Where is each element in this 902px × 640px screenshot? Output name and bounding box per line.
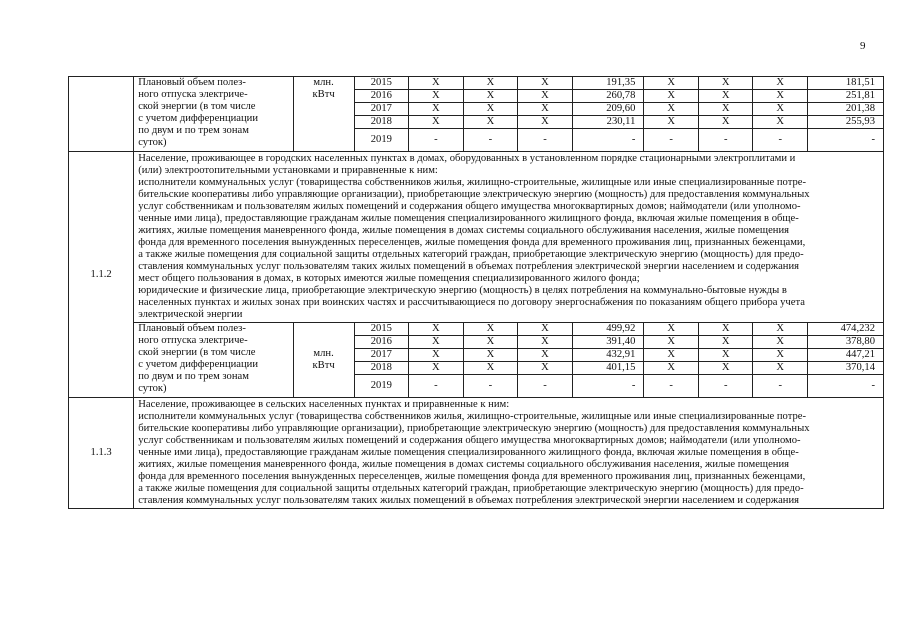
- page-number: 9: [860, 40, 866, 52]
- value-cell: X: [644, 116, 699, 129]
- indicator-label: [134, 77, 293, 152]
- description-line: ставления коммунальных услуг пользователям таких жилых помещений в объемах потребления электрической энергии населением и содержания: [138, 495, 800, 506]
- indicator-label-line: суток): [138, 137, 167, 148]
- value-cell: 447,21: [808, 349, 884, 362]
- unit-label: [293, 323, 354, 398]
- description-line: Население, проживающее в городских населенных пунктах в домах, оборудованных в установленном порядке стационарными электроплитами и: [138, 153, 796, 164]
- row-code: [69, 77, 134, 152]
- value-cell: X: [644, 77, 699, 90]
- value-cell: -: [572, 375, 644, 398]
- description-row: [69, 398, 884, 509]
- value-cell: X: [753, 90, 808, 103]
- unit-label-line: кВтч: [312, 89, 335, 100]
- value-cell: X: [644, 362, 699, 375]
- description-line: Население, проживающее в сельских населенных пунктах и приравненные к ним:: [138, 399, 510, 410]
- value-cell: X: [463, 77, 518, 90]
- value-cell: X: [644, 90, 699, 103]
- value-cell: -: [409, 129, 464, 152]
- value-cell: X: [409, 90, 464, 103]
- unit-label-line: млн.: [313, 348, 334, 359]
- indicator-label-line: с учетом дифференциации: [138, 359, 258, 370]
- indicator-label-line: по двум и по трем зонам: [138, 125, 249, 136]
- year-cell: 2018: [354, 362, 409, 375]
- value-cell: 499,92: [572, 323, 644, 336]
- value-cell: X: [518, 90, 573, 103]
- description-line: ченные ими лица), предоставляющие гражданам жилые помещения специализированного жилищного фонда, включая жилые помещения в обще-: [138, 447, 799, 458]
- value-cell: X: [409, 77, 464, 90]
- value-cell: X: [463, 90, 518, 103]
- description-line: услуг собственникам и пользователям жилых помещений и содержания общего имущества многоквартирных домов; наймодатели (или уполномо-: [138, 201, 801, 212]
- value-cell: 260,78: [572, 90, 644, 103]
- value-cell: X: [698, 336, 753, 349]
- description-line: а также жилые помещения для социальной защиты отдельных категорий граждан, приобретающие электрическую энергию (мощность) для предо-: [138, 249, 804, 260]
- value-cell: 474,232: [808, 323, 884, 336]
- value-cell: X: [518, 349, 573, 362]
- value-cell: 432,91: [572, 349, 644, 362]
- value-cell: X: [698, 103, 753, 116]
- table-row: [69, 323, 884, 336]
- unit-label-line: кВтч: [312, 360, 335, 371]
- category-description: [134, 152, 884, 323]
- value-cell: X: [753, 116, 808, 129]
- description-line: исполнители коммунальных услуг (товарищества собственников жилья, жилищно-строительные, жилищные или иные специализированные потре-: [138, 411, 806, 422]
- indicator-label-line: Плановый объем полез-: [138, 77, 246, 88]
- value-cell: X: [753, 349, 808, 362]
- description-line: ченные ими лица), предоставляющие гражданам жилые помещения специализированного жилищного фонда, включая жилые помещения в обще-: [138, 213, 799, 224]
- value-cell: X: [463, 116, 518, 129]
- value-cell: X: [753, 103, 808, 116]
- description-line: фонда для временного поселения вынужденных переселенцев, жилые помещения фонда для временного проживания лиц, признанных беженцами,: [138, 237, 806, 248]
- value-cell: 230,11: [572, 116, 644, 129]
- unit-label-line: млн.: [313, 77, 334, 88]
- value-cell: X: [463, 349, 518, 362]
- indicator-label-line: ской энергии (в том числе: [138, 101, 256, 112]
- value-cell: X: [409, 349, 464, 362]
- unit-label: [293, 77, 354, 152]
- value-cell: -: [463, 129, 518, 152]
- value-cell: -: [518, 129, 573, 152]
- indicator-label: [134, 323, 293, 398]
- value-cell: -: [463, 375, 518, 398]
- value-cell: -: [808, 129, 884, 152]
- description-line: услуг собственникам и пользователям жилых помещений и содержания общего имущества многоквартирных домов; наймодатели (или уполномо-: [138, 435, 801, 446]
- value-cell: 401,15: [572, 362, 644, 375]
- value-cell: 251,81: [808, 90, 884, 103]
- value-cell: -: [698, 129, 753, 152]
- indicator-label-line: с учетом дифференциации: [138, 113, 258, 124]
- value-cell: X: [409, 336, 464, 349]
- value-cell: X: [644, 349, 699, 362]
- indicator-label-line: ного отпуска электриче-: [138, 335, 248, 346]
- year-cell: 2019: [354, 129, 409, 152]
- value-cell: 201,38: [808, 103, 884, 116]
- value-cell: -: [518, 375, 573, 398]
- table-row: [69, 77, 884, 90]
- value-cell: -: [644, 375, 699, 398]
- description-line: электрической энергии: [138, 309, 243, 320]
- value-cell: X: [409, 116, 464, 129]
- tariff-volume-table: [68, 76, 884, 509]
- row-code: 1.1.3: [69, 398, 134, 509]
- year-cell: 2016: [354, 336, 409, 349]
- value-cell: -: [753, 375, 808, 398]
- value-cell: 378,80: [808, 336, 884, 349]
- value-cell: X: [698, 323, 753, 336]
- value-cell: X: [753, 77, 808, 90]
- value-cell: X: [698, 349, 753, 362]
- value-cell: -: [808, 375, 884, 398]
- value-cell: X: [698, 362, 753, 375]
- value-cell: X: [518, 116, 573, 129]
- value-cell: -: [698, 375, 753, 398]
- description-line: фонда для временного поселения вынужденных переселенцев, жилые помещения фонда для временного проживания лиц, признанных беженцами,: [138, 471, 806, 482]
- year-cell: 2015: [354, 323, 409, 336]
- value-cell: 370,14: [808, 362, 884, 375]
- value-cell: X: [698, 90, 753, 103]
- value-cell: -: [409, 375, 464, 398]
- value-cell: 181,51: [808, 77, 884, 90]
- description-line: бительские кооперативы либо управляющие организации), приобретающие электрическую энергию (мощность) для предоставления коммунальных: [138, 189, 810, 200]
- indicator-label-line: ного отпуска электриче-: [138, 89, 248, 100]
- description-line: житиях, жилые помещения маневренного фонда, жилые помещения в домах системы социального обслуживания населения, жилые помещения: [138, 225, 790, 236]
- indicator-label-line: суток): [138, 383, 167, 394]
- value-cell: X: [644, 323, 699, 336]
- description-line: (или) электроотопительными установками и приравненные к ним:: [138, 165, 438, 176]
- value-cell: X: [753, 336, 808, 349]
- description-line: исполнители коммунальных услуг (товарищества собственников жилья, жилищно-строительные, жилищные или иные специализированные потре-: [138, 177, 806, 188]
- value-cell: 255,93: [808, 116, 884, 129]
- value-cell: X: [409, 362, 464, 375]
- year-cell: 2017: [354, 103, 409, 116]
- value-cell: X: [463, 103, 518, 116]
- value-cell: 391,40: [572, 336, 644, 349]
- value-cell: X: [463, 323, 518, 336]
- row-code: 1.1.2: [69, 152, 134, 398]
- value-cell: X: [518, 77, 573, 90]
- description-line: ставления коммунальных услуг пользователям таких жилых помещений в объемах потребления электрической энергии населением и содержания: [138, 261, 800, 272]
- year-cell: 2017: [354, 349, 409, 362]
- value-cell: X: [518, 323, 573, 336]
- value-cell: X: [644, 103, 699, 116]
- value-cell: -: [572, 129, 644, 152]
- value-cell: X: [518, 103, 573, 116]
- description-line: а также жилые помещения для социальной защиты отдельных категорий граждан, приобретающие электрическую энергию (мощность) для предо-: [138, 483, 804, 494]
- indicator-label-line: по двум и по трем зонам: [138, 371, 249, 382]
- value-cell: X: [409, 103, 464, 116]
- description-line: житиях, жилые помещения маневренного фонда, жилые помещения в домах системы социального обслуживания населения, жилые помещения: [138, 459, 790, 470]
- category-description: [134, 398, 884, 509]
- value-cell: X: [409, 323, 464, 336]
- value-cell: X: [518, 362, 573, 375]
- description-line: населенных пунктах и жилых зонах при воинских частях и рассчитывающиеся по договору энергоснабжения по показаниям общего прибора учета: [138, 297, 805, 308]
- indicator-label-line: ской энергии (в том числе: [138, 347, 256, 358]
- value-cell: X: [698, 77, 753, 90]
- value-cell: X: [463, 362, 518, 375]
- description-line: мест общего пользования в домах, в которых имеются жилые помещения специализированного жилого фонда;: [138, 273, 640, 284]
- value-cell: X: [753, 323, 808, 336]
- description-row: [69, 152, 884, 323]
- value-cell: X: [644, 336, 699, 349]
- year-cell: 2019: [354, 375, 409, 398]
- value-cell: -: [644, 129, 699, 152]
- year-cell: 2018: [354, 116, 409, 129]
- value-cell: X: [753, 362, 808, 375]
- value-cell: 191,35: [572, 77, 644, 90]
- value-cell: X: [463, 336, 518, 349]
- value-cell: X: [698, 116, 753, 129]
- year-cell: 2016: [354, 90, 409, 103]
- value-cell: X: [518, 336, 573, 349]
- description-line: бительские кооперативы либо управляющие организации), приобретающие электрическую энергию (мощность) для предоставления коммунальных: [138, 423, 810, 434]
- indicator-label-line: Плановый объем полез-: [138, 323, 246, 334]
- value-cell: 209,60: [572, 103, 644, 116]
- value-cell: -: [753, 129, 808, 152]
- year-cell: 2015: [354, 77, 409, 90]
- description-line: юридические и физические лица, приобретающие электрическую энергию (мощность) в целях потребления на коммунально-бытовые нужды в: [138, 285, 787, 296]
